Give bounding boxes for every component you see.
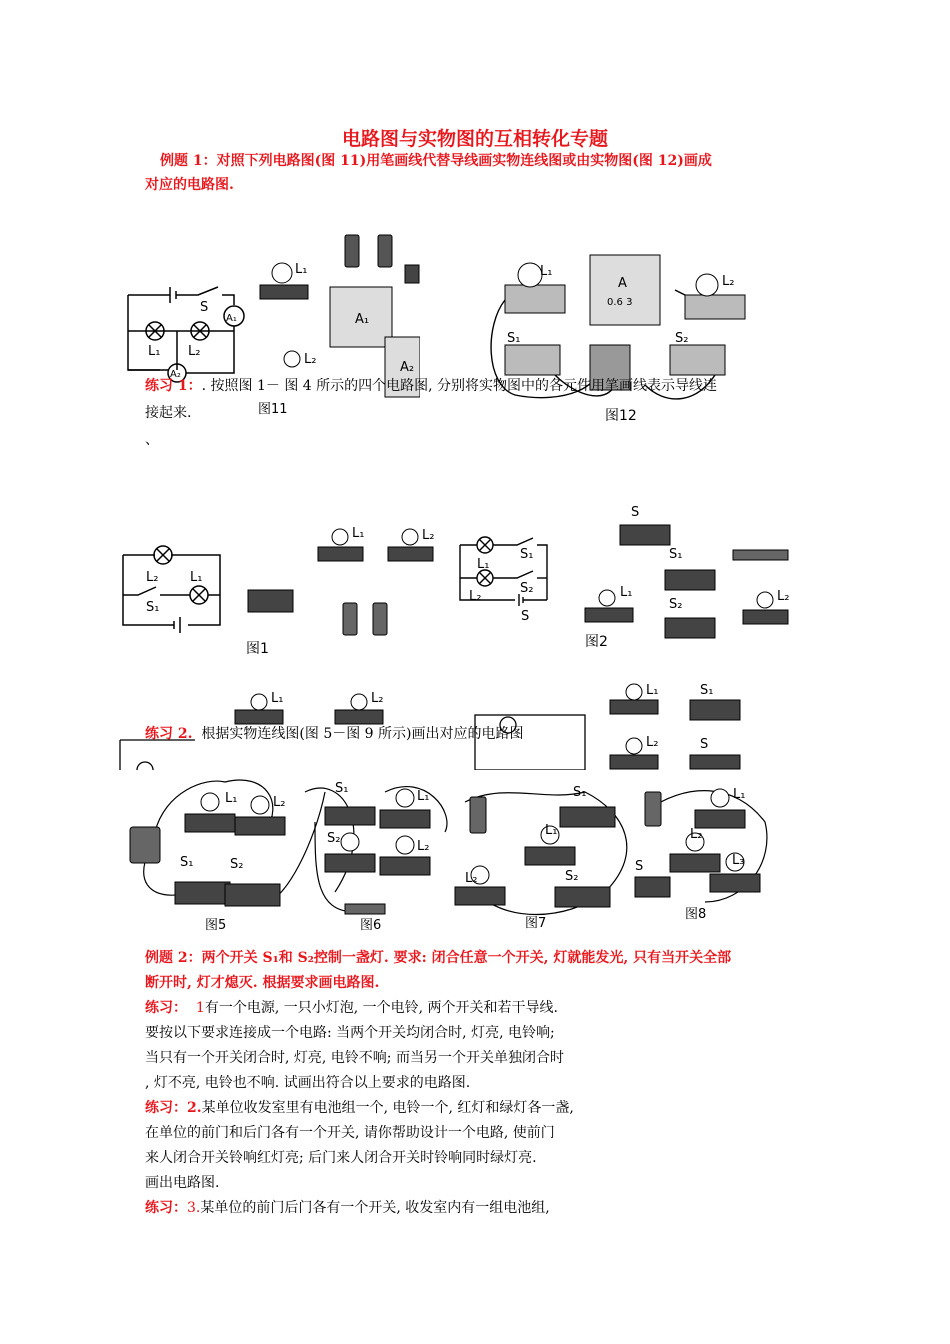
exercise-b-text-1: 在单位的前门和后门各有一个开关, 请你帮助设计一个电路, 使前门 (145, 1125, 555, 1141)
bulb-icon (201, 793, 219, 811)
exercise-b-number: 2. (187, 1100, 202, 1116)
switch-icon (690, 700, 740, 720)
example1-line1 (160, 149, 712, 173)
fig2-parts-s1: S₁ (669, 547, 683, 562)
fig4-s1: S₁ (700, 683, 714, 698)
fig7-l1: L₁ (545, 823, 558, 838)
fig6-l2: L₂ (417, 839, 430, 854)
bulb-base-icon (185, 814, 235, 832)
fig2-s: S (521, 609, 530, 624)
fig11-parts-l1: L₁ (295, 262, 308, 277)
fig8-s: S (635, 859, 644, 874)
exercise-a-text-1: 要按以下要求连接成一个电路: 当两个开关均闭合时, 灯亮, 电铃响; (145, 1025, 555, 1041)
switch-icon (560, 807, 615, 827)
example2-text-2: 断开时, 灯才熄灭. 根据要求画电路图. (145, 975, 380, 991)
bulb-icon (272, 263, 292, 283)
example1-text-2: 对应的电路图. (145, 177, 234, 193)
fig1-caption: 图1 (246, 641, 269, 657)
bulb-icon (626, 684, 642, 700)
battery-icon (645, 792, 661, 826)
fig6-caption: 图6 (360, 918, 382, 932)
example2-line1 (145, 946, 731, 970)
fig2-parts-s2: S₂ (669, 597, 683, 612)
fig12-l2: L₂ (722, 274, 735, 289)
fig11-parts-a1: A₁ (355, 312, 370, 327)
fig1-l1: L₁ (190, 570, 203, 585)
bulb-base-icon (743, 610, 788, 624)
practice2-label: 练习 2. (145, 726, 193, 742)
practice2-line (145, 722, 524, 746)
fig1-s1: S₁ (146, 600, 160, 615)
switch-icon (670, 345, 725, 375)
exercise-b-text-0: 某单位收发室里有电池组一个, 电铃一个, 红灯和绿灯各一盏, (201, 1100, 574, 1116)
exercise-c-label: 练习： (145, 1200, 187, 1216)
bulb-icon (396, 789, 414, 807)
bulb-icon (251, 796, 269, 814)
page-title: 电路图与实物图的互相转化专题 (341, 128, 608, 150)
exercise-a-text-3: , 灯不亮, 电铃也不响. 试画出符合以上要求的电路图. (145, 1075, 471, 1091)
fig12-s2: S₂ (675, 331, 689, 346)
fig2-parts-s: S (631, 505, 640, 520)
switch-icon (225, 884, 280, 906)
battery-icon (345, 904, 385, 914)
battery-icon (470, 797, 486, 833)
example2-label: 例题 2： (145, 950, 202, 966)
bulb-base-icon (525, 847, 575, 865)
fig2-parts-l2: L₂ (777, 589, 790, 604)
bulb-base-icon (455, 887, 505, 905)
fig7-s2: S₂ (565, 869, 579, 884)
fig3-l1: L₁ (271, 691, 284, 706)
battery-icon (733, 550, 788, 560)
practice1-line1 (145, 374, 717, 398)
bulb-icon (711, 789, 729, 807)
figure-2 (455, 500, 795, 650)
fig2-parts-l1: L₁ (620, 585, 633, 600)
bulb-base-icon (695, 810, 745, 828)
fig7-l2: L₂ (465, 871, 478, 886)
exercise-c-line0 (145, 1196, 550, 1220)
fig12-l1: L₁ (540, 264, 553, 279)
fig8-l1: L₁ (733, 787, 746, 802)
fig6-l1: L₁ (417, 789, 430, 804)
bulb-base-icon (610, 700, 658, 714)
bulb-icon (518, 263, 542, 287)
fig1-l2: L₂ (146, 570, 159, 585)
bulb-icon (351, 694, 367, 710)
bulb-icon (396, 836, 414, 854)
bulb-icon (402, 529, 418, 545)
switch-icon (505, 345, 560, 375)
fig2-s2: S₂ (520, 581, 534, 596)
bulb-base-icon (505, 285, 565, 313)
fig12-scale: 0.6 3 (607, 297, 633, 308)
switch-icon (248, 590, 293, 612)
bulb-base-icon (380, 810, 430, 828)
exercise-a-number: 1 (195, 1000, 205, 1016)
bulb-icon (599, 590, 615, 606)
fig5-caption: 图5 (205, 918, 227, 932)
bulb-base-icon (318, 547, 363, 561)
fig11-parts-a2: A₂ (400, 360, 415, 375)
switch-icon (325, 807, 375, 825)
fig3-l2: L₂ (371, 691, 384, 706)
fig6-s1: S₁ (335, 781, 349, 796)
fig2-s1: S₁ (520, 547, 534, 562)
bulb-icon (251, 694, 267, 710)
practice1-stray-mark: 、 (145, 432, 159, 448)
switch-icon (555, 887, 610, 907)
exercise-a-line0 (145, 996, 558, 1020)
switch-icon (175, 882, 230, 904)
fig5-s2: S₂ (230, 857, 244, 872)
fig8-l2: L₂ (690, 827, 703, 842)
fig11-l1-label: L₁ (148, 344, 161, 359)
bulb-base-icon (710, 874, 760, 892)
exercise-c-text-0: 某单位的前门后门各有一个开关, 收发室内有一组电池组, (200, 1200, 550, 1216)
fig12-caption: 图12 (605, 408, 637, 424)
switch-icon (665, 570, 715, 590)
fig7-caption: 图7 (525, 916, 547, 931)
exercise-a-text-2: 当只有一个开关闭合时, 灯亮, 电铃不响; 而当另一个开关单独闭合时 (145, 1050, 564, 1066)
fig12-a: A (618, 276, 627, 291)
fig11-l2-label: L₂ (188, 344, 201, 359)
fig8-caption: 图8 (685, 907, 707, 922)
exercise-c-number: 3. (187, 1200, 201, 1216)
exercise-b-text-3: 画出电路图. (145, 1175, 220, 1191)
fig5-s1: S₁ (180, 855, 194, 870)
bulb-base-icon (610, 755, 658, 769)
exercise-b-line0 (145, 1096, 574, 1120)
battery-icon (343, 603, 357, 635)
switch-icon (690, 755, 740, 769)
bulb-base-icon (325, 854, 375, 872)
example1-label: 例题 1： (160, 153, 217, 169)
fig5-l1: L₁ (225, 791, 238, 806)
fig4-l2: L₂ (646, 735, 659, 750)
fig11-a2-label: A₂ (170, 369, 181, 380)
fig7-s1: S₁ (573, 785, 587, 800)
fig5-l2: L₂ (273, 795, 286, 810)
fig1-parts-l2: L₂ (422, 528, 435, 543)
bulb-icon (757, 592, 773, 608)
battery-icon (130, 827, 160, 863)
example1-text-1: 对照下列电路图(图 11)用笔画线代替导线画实物连线图或由实物图(图 12)画成 (216, 153, 712, 169)
fig2-l1: L₁ (477, 557, 490, 572)
fig1-parts-l1: L₁ (352, 526, 365, 541)
fig4-l1: L₁ (646, 683, 659, 698)
fig4-s: S (700, 737, 709, 752)
fig2-caption: 图2 (585, 634, 608, 650)
battery-icon (378, 235, 392, 267)
bulb-icon (626, 738, 642, 754)
practice1-text-2: 接起来. (145, 405, 192, 421)
figure-1 (118, 525, 448, 660)
switch-icon (620, 525, 670, 545)
bulb-base-icon (380, 857, 430, 875)
practice2-text: 根据实物连线图(图 5－图 9 所示)画出对应的电路图 (201, 726, 524, 742)
bulb-base-icon (670, 854, 720, 872)
battery-icon (345, 235, 359, 267)
fig11-parts-l2: L₂ (304, 352, 317, 367)
fig6-s2: S₂ (327, 831, 341, 846)
figure-12 (485, 245, 785, 425)
fig2-l2: L₂ (469, 589, 482, 604)
bulb-icon (696, 274, 718, 296)
battery-icon (373, 603, 387, 635)
bulb-icon (332, 529, 348, 545)
exercise-a-label: 练习： (145, 1000, 187, 1016)
practice1-text-1: . 按照图 1－ 图 4 所示的四个电路图, 分别将实物图中的各元件用笔画线表示导线连 (201, 378, 718, 394)
exercise-b-label: 练习： (145, 1100, 187, 1116)
figures-5-8 (125, 772, 785, 932)
exercise-b-text-2: 来人闭合开关铃响红灯亮; 后门来人闭合开关时铃响同时绿灯亮. (145, 1150, 537, 1166)
fig8-l3: L₃ (732, 853, 745, 868)
example2-text-1: 两个开关 S₁和 S₂控制一盏灯. 要求: 闭合任意一个开关, 灯就能发光, 只有当开关全部 (201, 950, 732, 966)
bulb-base-icon (585, 608, 633, 622)
practice1-label: 练习 1： (145, 378, 202, 394)
bulb-base-icon (260, 285, 308, 299)
bulb-base-icon (388, 547, 433, 561)
fig11-caption: 图11 (258, 402, 288, 417)
fig11-a1-label: A₁ (226, 313, 237, 324)
fig12-s1: S₁ (507, 331, 521, 346)
bulb-icon (284, 351, 300, 367)
exercise-a-text-0: 有一个电源, 一只小灯泡, 一个电铃, 两个开关和若干导线. (204, 1000, 558, 1016)
bulb-base-icon (685, 295, 745, 319)
switch-icon (635, 877, 670, 897)
switch-icon (405, 265, 419, 283)
switch-icon (665, 618, 715, 638)
fig11-s-label: S (200, 300, 209, 315)
bulb-base-icon (235, 817, 285, 835)
bulb-icon (341, 833, 359, 851)
